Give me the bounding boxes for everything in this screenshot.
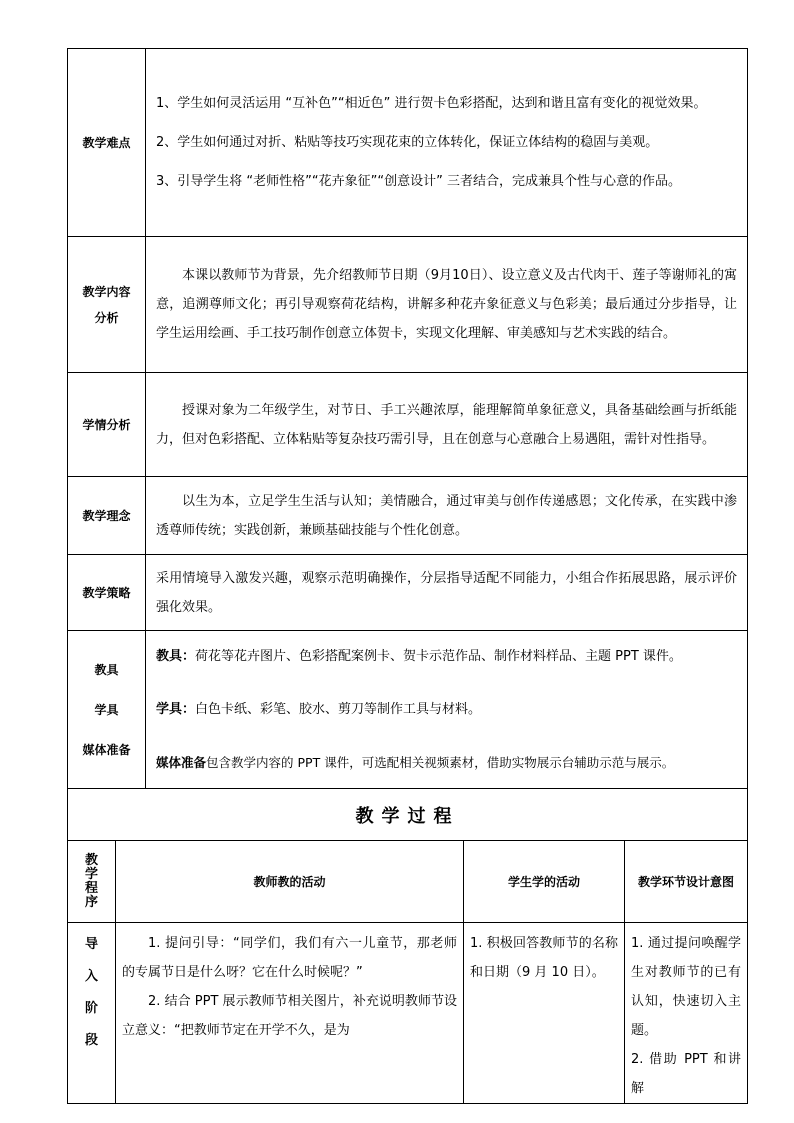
materials-content xyxy=(146,631,748,789)
procedure-header-char-4: 序 xyxy=(84,894,98,910)
process-title: 教学过程 xyxy=(68,789,748,841)
media-line xyxy=(156,748,737,777)
content-analysis-row xyxy=(68,237,748,373)
intro-student-activity xyxy=(464,923,625,1104)
strategy-row xyxy=(68,555,748,631)
student-tools-label: 学具： xyxy=(156,702,196,717)
teacher-activity-header: 教师教的活动 xyxy=(116,841,464,923)
media-text: 包含教学内容的 PPT 课件，可选配相关视频素材，借助实物展示台辅助示范与展示。 xyxy=(206,755,675,770)
intro-teacher-line-1: 1. 提问引导：“同学们，我们有六一儿童节，那老师的专属节日是什么呀？它在什么时候呢？” xyxy=(122,936,458,980)
student-tools-text: 白色卡纸、彩笔、胶水、剪刀等制作工具与材料。 xyxy=(195,702,482,717)
materials-label-student-tools: 学具 xyxy=(94,702,119,717)
strategy-label: 教学策略 xyxy=(68,555,146,631)
content-analysis-text: 本课以教师节为背景，先介绍教师节日期（9月10日）、设立意义及古代肉干、莲子等谢师礼的寓意，追溯尊师文化；再引导观察荷花结构，讲解多种花卉象征意义与色彩美；最后通过分步指导，让学生运用绘画、手工技巧制作创意立体贺卡，实现文化理解、审美感知与艺术实践的结合。 xyxy=(156,268,738,341)
difficulty-row xyxy=(68,49,748,237)
intro-teacher-line-2: 2. 结合 PPT 展示教师节相关图片，补充说明教师节设立意义：“把教师节定在开学不久，是为 xyxy=(122,994,458,1038)
design-intent-header: 教学环节设计意图 xyxy=(625,841,748,923)
teaching-tools-line xyxy=(156,642,737,671)
student-activity-header: 学生学的活动 xyxy=(464,841,625,923)
content-analysis-label-line1: 教学内容 xyxy=(82,284,131,299)
philosophy-label: 教学理念 xyxy=(68,477,146,555)
intro-stage-char-2: 入 xyxy=(84,969,98,984)
philosophy-text: 以生为本，立足学生生活与认知；美情融合，通过审美与创作传递感恩；文化传承，在实践中渗透尊师传统；实践创新，兼顾基础技能与个性化创意。 xyxy=(156,493,738,538)
learner-analysis-row xyxy=(68,373,748,477)
procedure-header-char-1: 教 xyxy=(84,852,98,868)
teaching-tools-label: 教具： xyxy=(156,649,196,664)
materials-label-teaching-tools: 教具 xyxy=(94,662,119,677)
strategy-text: 采用情境导入激发兴趣，观察示范明确操作，分层指导适配不同能力，小组合作拓展思路，展示评价强化效果。 xyxy=(156,570,738,615)
difficulty-item-3: 3、引导学生将 “老师性格”“花卉象征”“创意设计” 三者结合，完成兼具个性与心意的作品。 xyxy=(156,174,681,189)
strategy-content xyxy=(146,555,748,631)
teaching-tools-text: 荷花等花卉图片、色彩搭配案例卡、贺卡示范作品、制作材料样品、主题 PPT 课件。 xyxy=(195,649,682,664)
process-title-row xyxy=(68,789,748,841)
difficulty-label: 教学难点 xyxy=(68,49,146,237)
lesson-plan-page xyxy=(67,48,747,1104)
learner-analysis-label: 学情分析 xyxy=(68,373,146,477)
intro-intent-line-1: 1. 通过提问唤醒学生对教师节的已有认知，快速切入主题。 xyxy=(631,936,742,1038)
media-label: 媒体准备 xyxy=(156,755,207,770)
student-tools-line xyxy=(156,695,737,724)
procedure-header xyxy=(68,841,116,923)
lesson-plan-table xyxy=(67,48,748,1104)
process-header-row xyxy=(68,841,748,923)
content-analysis-label-line2: 分析 xyxy=(94,310,119,325)
intro-stage-char-3: 阶 xyxy=(84,1001,98,1016)
difficulty-item-2: 2、学生如何通过对折、粘贴等技巧实现花束的立体转化，保证立体结构的稳固与美观。 xyxy=(156,135,659,150)
intro-stage-name xyxy=(68,923,116,1104)
intro-stage-char-4: 段 xyxy=(84,1033,98,1048)
philosophy-content xyxy=(146,477,748,555)
difficulty-content xyxy=(146,49,748,237)
philosophy-row xyxy=(68,477,748,555)
content-analysis-content xyxy=(146,237,748,373)
materials-label-media: 媒体准备 xyxy=(82,742,131,757)
intro-student-line-1: 1. 积极回答教师节的名称和日期（9 月 10 日）。 xyxy=(470,936,619,980)
learner-analysis-content xyxy=(146,373,748,477)
procedure-header-char-3: 程 xyxy=(84,880,98,896)
learner-analysis-text: 授课对象为二年级学生，对节日、手工兴趣浓厚，能理解简单象征意义，具备基础绘画与折纸能力，但对色彩搭配、立体粘贴等复杂技巧需引导，且在创意与心意融合上易遇阻，需针对性指导。 xyxy=(156,402,738,447)
materials-row xyxy=(68,631,748,789)
difficulty-item-1: 1、学生如何灵活运用 “互补色”“相近色” 进行贺卡色彩搭配，达到和谐且富有变化的视觉效果。 xyxy=(156,96,707,111)
procedure-header-char-2: 学 xyxy=(84,866,98,882)
intro-stage-char-1: 导 xyxy=(84,937,98,952)
intro-stage-row xyxy=(68,923,748,1104)
intro-intent-line-2: 2. 借助 PPT 和讲解 xyxy=(631,1052,742,1096)
intro-design-intent xyxy=(625,923,748,1104)
intro-teacher-activity xyxy=(116,923,464,1104)
materials-label xyxy=(68,631,146,789)
content-analysis-label xyxy=(68,237,146,373)
